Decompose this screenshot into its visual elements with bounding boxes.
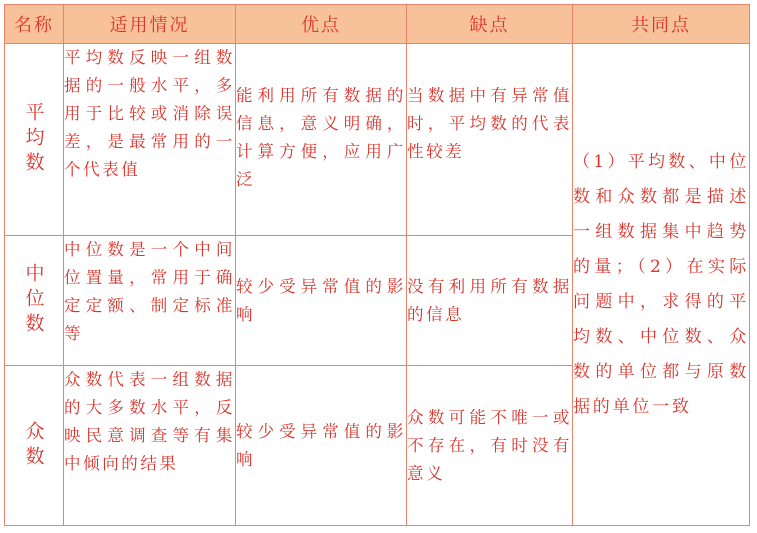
header-common: 共同点	[573, 5, 750, 44]
median-pros: 较少受异常值的影响	[236, 236, 407, 366]
median-usage: 中位数是一个中间位置量，常用于确定定额、制定标准等	[64, 236, 236, 366]
header-row	[5, 5, 750, 44]
header-usage: 适用情况	[64, 5, 236, 44]
header-pros: 优点	[236, 5, 407, 44]
mode-cons: 众数可能不唯一或不存在，有时没有意义	[407, 366, 573, 526]
median-cons: 没有利用所有数据的信息	[407, 236, 573, 366]
row-name-median: 中位数	[5, 236, 64, 366]
row-name-mean: 平均数	[5, 44, 64, 236]
row-name-mode: 众数	[5, 366, 64, 526]
mean-cons: 当数据中有异常值时，平均数的代表性较差	[407, 44, 573, 236]
header-name: 名称	[5, 5, 64, 44]
common-points: （1）平均数、中位数和众数都是描述一组数据集中趋势的量；（2）在实际问题中，求得的平均数、中位数、众数的单位都与原数据的单位一致	[573, 44, 750, 526]
mode-usage: 众数代表一组数据的大多数水平，反映民意调查等有集中倾向的结果	[64, 366, 236, 526]
statistics-comparison-table	[4, 4, 750, 526]
mode-pros: 较少受异常值的影响	[236, 366, 407, 526]
header-cons: 缺点	[407, 5, 573, 44]
mean-pros: 能利用所有数据的信息，意义明确，计算方便，应用广泛	[236, 44, 407, 236]
mean-usage: 平均数反映一组数据的一般水平，多用于比较或消除误差，是最常用的一个代表值	[64, 44, 236, 236]
table-row	[5, 44, 750, 236]
